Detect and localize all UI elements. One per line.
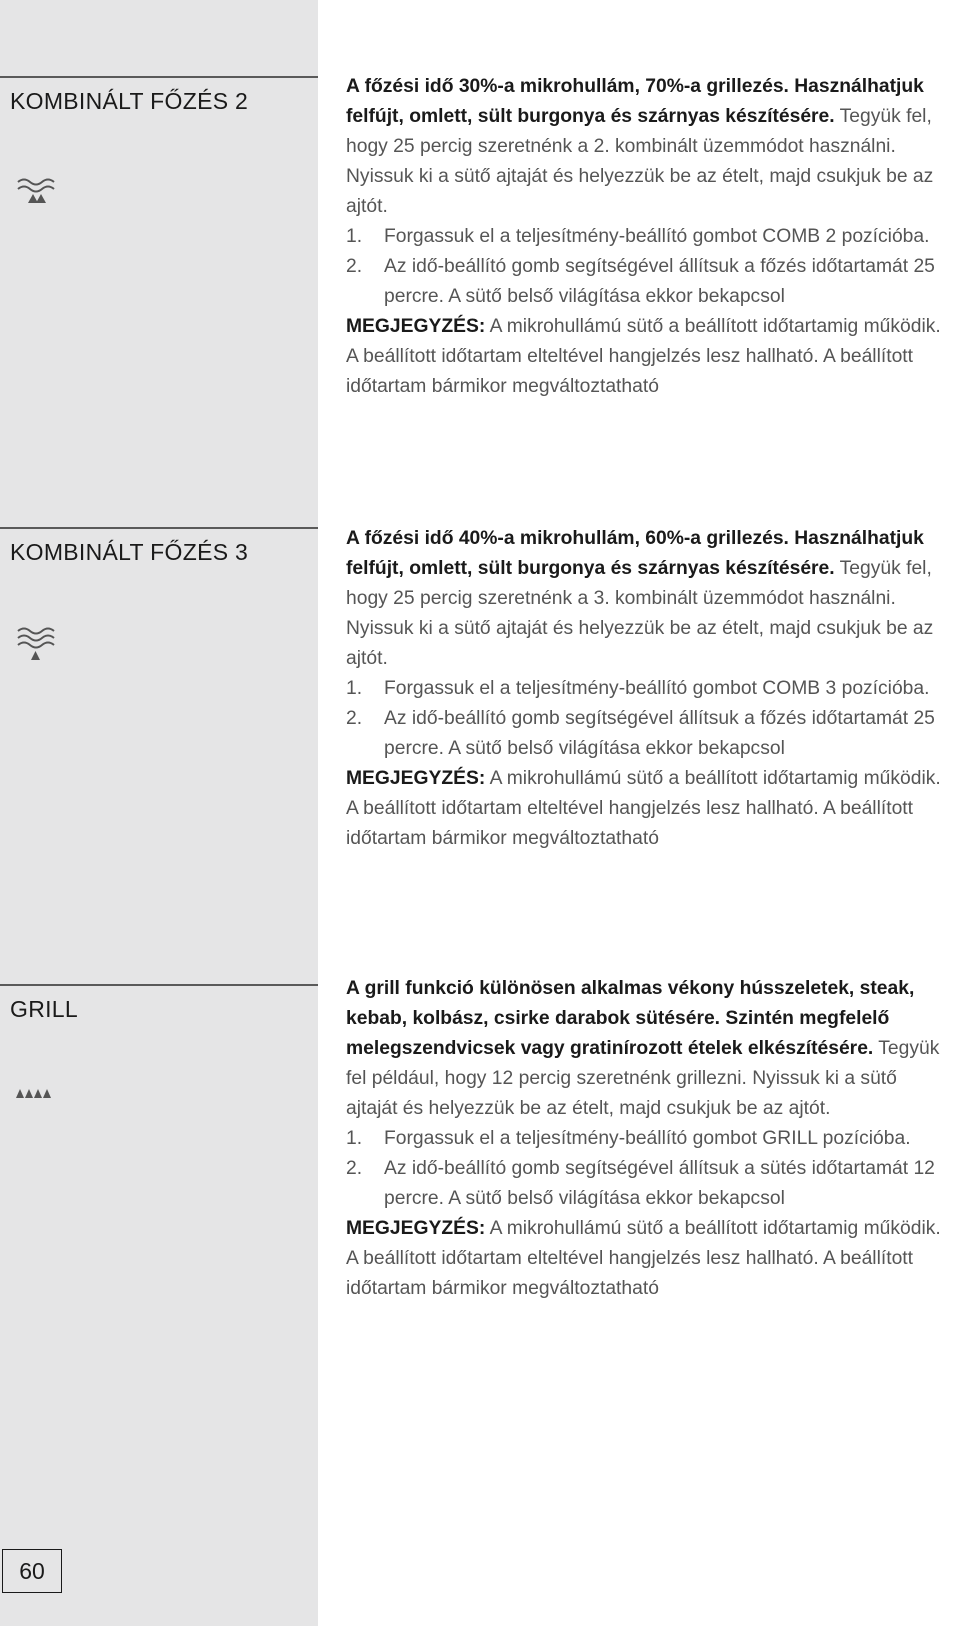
step-item: [346, 674, 946, 704]
steps-list: [346, 1124, 946, 1214]
note: [346, 764, 946, 854]
section-title: KOMBINÁLT FŐZÉS 2: [10, 88, 249, 114]
note-text: A mikrohullámú sütő a beállított időtartamig működik. A beállított időtartam elteltével hangjelzés lesz hallható. A beállított időtartam bármikor megváltoztatható: [346, 1218, 941, 1299]
step-number: 2.: [346, 256, 363, 277]
steps-list: [346, 222, 946, 312]
step-number: 1.: [346, 678, 363, 699]
section-body-grill: [346, 974, 946, 1304]
lead-text: A főzési idő 40%-a mikrohullám, 60%-a grillezés. Használhatjuk felfújt, omlett, sült burgonya és szárnyas készítésére.: [346, 528, 924, 579]
note-label: MEGJEGYZÉS:: [346, 1218, 486, 1239]
grill-icon: [14, 1086, 58, 1100]
lead-text: A főzési idő 30%-a mikrohullám, 70%-a grillezés. Használhatjuk felfújt, omlett, sült burgonya és szárnyas készítésére.: [346, 76, 924, 127]
combi-3-icon: [14, 626, 58, 662]
lead-text: A grill funkció különösen alkalmas vékony hússzeletek, steak, kebab, kolbász, csirke darabok sütésére. Szintén megfelelő melegszendvicsek vagy gratinírozott ételek elkészítésére.: [346, 978, 915, 1059]
note-text: A mikrohullámú sütő a beállított időtartamig működik. A beállított időtartam elteltével hangjelzés lesz hallható. A beállított időtartam bármikor megváltoztatható: [346, 316, 941, 397]
section-body-combi-3: [346, 524, 946, 854]
step-item: [346, 222, 946, 252]
section-intro: [346, 72, 946, 222]
step-text: Az idő-beállító gomb segítségével állítsuk a sütés időtartamát 12 percre. A sütő belső világítása ekkor bekapcsol: [384, 1158, 935, 1209]
step-number: 2.: [346, 1158, 363, 1179]
step-number: 1.: [346, 226, 363, 247]
step-item: [346, 1154, 946, 1214]
step-number: 1.: [346, 1128, 363, 1149]
step-item: [346, 1124, 946, 1154]
section-title: GRILL: [10, 996, 78, 1022]
steps-list: [346, 674, 946, 764]
page-number: 60: [2, 1549, 62, 1593]
section-header-grill: [0, 984, 318, 1022]
intro-text: Tegyük fel, hogy 25 percig szeretnénk a 2. kombinált üzemmódot használni. Nyissuk ki a sütő ajtaját és helyezzük be az ételt, majd csukjuk be az ajtót.: [346, 106, 934, 217]
note-text: A mikrohullámú sütő a beállított időtartamig működik. A beállított időtartam elteltével hangjelzés lesz hallható. A beállított időtartam bármikor megváltoztatható: [346, 768, 941, 849]
step-text: Az idő-beállító gomb segítségével állítsuk a főzés időtartamát 25 percre. A sütő belső világítása ekkor bekapcsol: [384, 708, 935, 759]
combi-2-icon: [14, 176, 58, 208]
note-label: MEGJEGYZÉS:: [346, 316, 486, 337]
step-text: Forgassuk el a teljesítmény-beállító gombot COMB 3 pozícióba.: [384, 678, 930, 699]
section-header-combi-2: [0, 76, 318, 114]
note-label: MEGJEGYZÉS:: [346, 768, 486, 789]
section-body-combi-2: [346, 72, 946, 402]
section-intro: [346, 974, 946, 1124]
section-intro: [346, 524, 946, 674]
sidebar: [0, 0, 318, 1626]
step-item: [346, 704, 946, 764]
step-text: Az idő-beállító gomb segítségével állítsuk a főzés időtartamát 25 percre. A sütő belső világítása ekkor bekapcsol: [384, 256, 935, 307]
section-header-combi-3: [0, 527, 318, 565]
step-item: [346, 252, 946, 312]
section-title: KOMBINÁLT FŐZÉS 3: [10, 539, 249, 565]
note: [346, 1214, 946, 1304]
step-number: 2.: [346, 708, 363, 729]
intro-text: Tegyük fel például, hogy 12 percig szeretnénk grillezni. Nyissuk ki a sütő ajtaját és helyezzük be az ételt, majd csukjuk be az ajtót.: [346, 1038, 940, 1119]
intro-text: Tegyük fel, hogy 25 percig szeretnénk a 3. kombinált üzemmódot használni. Nyissuk ki a sütő ajtaját és helyezzük be az ételt, majd csukjuk be az ajtót.: [346, 558, 934, 669]
step-text: Forgassuk el a teljesítmény-beállító gombot GRILL pozícióba.: [384, 1128, 911, 1149]
note: [346, 312, 946, 402]
step-text: Forgassuk el a teljesítmény-beállító gombot COMB 2 pozícióba.: [384, 226, 930, 247]
